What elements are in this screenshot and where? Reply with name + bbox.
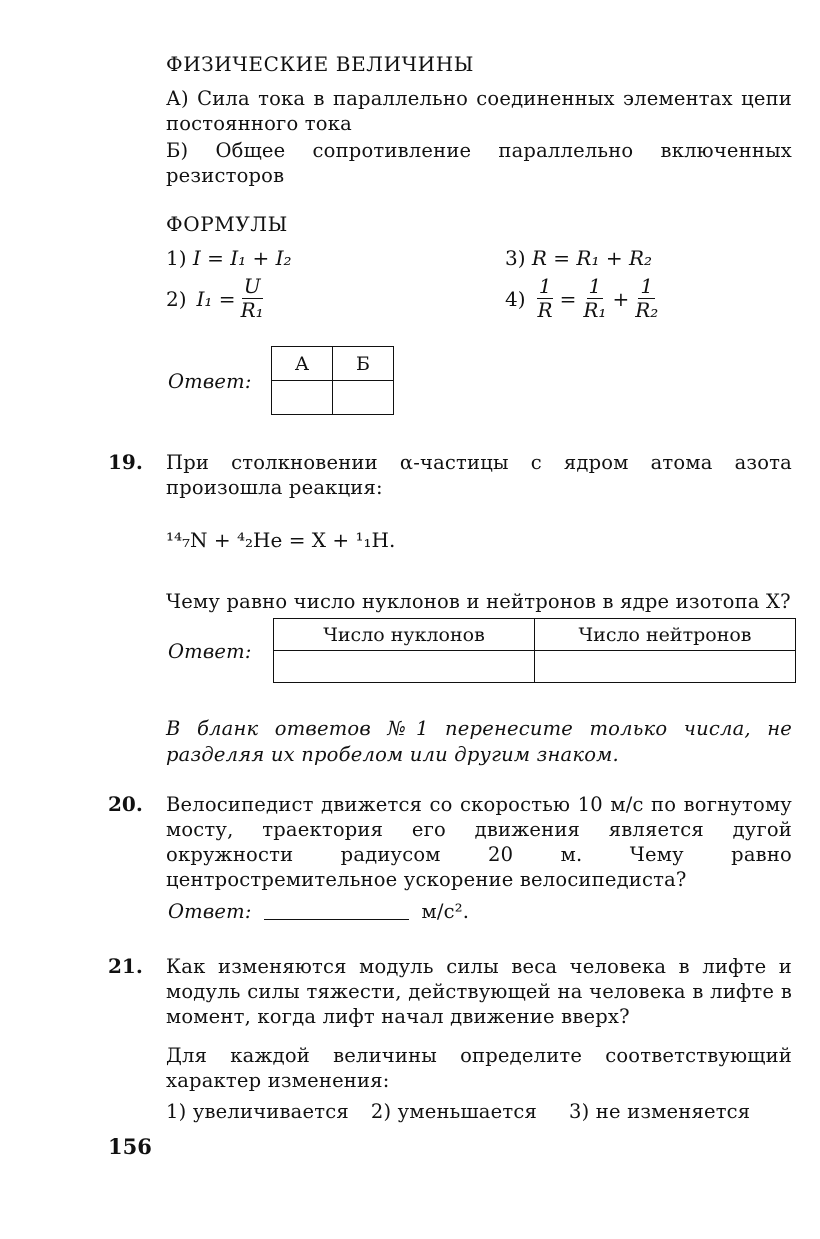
formula-2-denominator: R₁ — [240, 298, 264, 322]
formula-1 — [166, 246, 292, 270]
formula-2 — [166, 276, 269, 321]
formula-1-expression: I = I₁ + I₂ — [192, 246, 292, 270]
answer-cell-a[interactable] — [272, 381, 333, 415]
answer-label-20: Ответ: — [168, 900, 252, 923]
formula-4-r2-denominator: R₂ — [635, 298, 659, 322]
formula-4-lhs-denominator: R — [537, 298, 553, 322]
formula-4-fraction-r2 — [633, 276, 660, 321]
answer-label-18: Ответ: — [168, 370, 252, 393]
formula-4-r1-denominator: R₁ — [583, 298, 607, 322]
formula-2-fraction — [239, 276, 266, 321]
answer-cell-nucleons[interactable] — [274, 651, 535, 683]
formula-4-lhs-numerator: 1 — [538, 274, 552, 298]
formula-3 — [505, 246, 652, 270]
formula-4 — [505, 276, 663, 321]
equals-sign: = — [559, 286, 577, 311]
formula-4-label: 4) — [505, 286, 526, 311]
formula-2-label: 2) — [166, 286, 187, 311]
question-21-number: 21. — [108, 954, 143, 978]
question-21-instruction: Для каждой величины определите соответствующий характер изменения: — [166, 1044, 792, 1092]
formula-1-label: 1) — [166, 246, 187, 270]
plus-sign: + — [612, 286, 630, 311]
question-19-number: 19. — [108, 450, 143, 474]
formula-4-fraction-lhs — [536, 276, 555, 321]
formula-2-numerator: U — [243, 274, 261, 298]
question-20-text: Велосипедист движется со скоростью 10 м/с по вогнутому мосту, траектория его движения является дугой окружности радиусом 20 м. Чему равно центростремительное ускорение велосипедиста? — [166, 793, 792, 891]
formula-4-r2-numerator: 1 — [640, 274, 654, 298]
option-increases: 1) увеличивается — [166, 1100, 349, 1123]
answer-col-b: Б — [333, 347, 394, 381]
answer-blank-20[interactable] — [264, 919, 409, 920]
formula-4-fraction-r1 — [581, 276, 608, 321]
formula-3-expression: R = R₁ + R₂ — [531, 246, 653, 270]
question-21-options — [166, 1100, 750, 1123]
question-21-text: Как изменяются модуль силы веса человека в лифте и модуль силы тяжести, действующей на человека в лифте в момент, когда лифт начал движение вверх? — [166, 955, 792, 1028]
option-unchanged: 3) не изменяется — [568, 1100, 751, 1123]
question-20-number: 20. — [108, 792, 143, 816]
formula-2-lhs: I₁ = — [196, 286, 236, 311]
page-number: 156 — [108, 1134, 152, 1159]
question-19-question: Чему равно число нуклонов и нейтронов в ядре изотопа X? — [166, 590, 791, 613]
col-neutrons: Число нейтронов — [535, 619, 796, 651]
formula-3-label: 3) — [505, 246, 526, 270]
col-nucleons: Число нуклонов — [274, 619, 535, 651]
quantity-a — [166, 86, 792, 136]
answer-cell-neutrons[interactable] — [535, 651, 796, 683]
answer-col-a: А — [272, 347, 333, 381]
question-20-answer — [168, 900, 469, 923]
option-decreases: 2) уменьшается — [370, 1100, 537, 1123]
answer-label-19: Ответ: — [168, 640, 252, 663]
question-19-reaction: ¹⁴₇N + ⁴₂He = X + ¹₁H. — [166, 528, 396, 552]
quantities-title: ФИЗИЧЕСКИЕ ВЕЛИЧИНЫ — [166, 52, 475, 76]
answer-cell-b[interactable] — [333, 381, 394, 415]
question-19-note: В бланк ответов №1 перенесите только числа, не разделяя их пробелом или другим знаком. — [166, 717, 792, 766]
answer-unit-20: м/с². — [421, 900, 470, 923]
answer-table-18 — [271, 346, 394, 415]
quantity-b — [166, 138, 792, 188]
question-19-text: При столкновении α-частицы с ядром атома азота произошла реакция: — [166, 451, 792, 499]
answer-table-19 — [273, 618, 796, 683]
formula-4-r1-numerator: 1 — [588, 274, 602, 298]
quantity-b-text: Б) Общее сопротивление параллельно включенных резисторов — [166, 139, 792, 187]
formulas-title: ФОРМУЛЫ — [166, 212, 288, 236]
quantity-a-text: А) Сила тока в параллельно соединенных элементах цепи постоянного тока — [166, 87, 792, 135]
